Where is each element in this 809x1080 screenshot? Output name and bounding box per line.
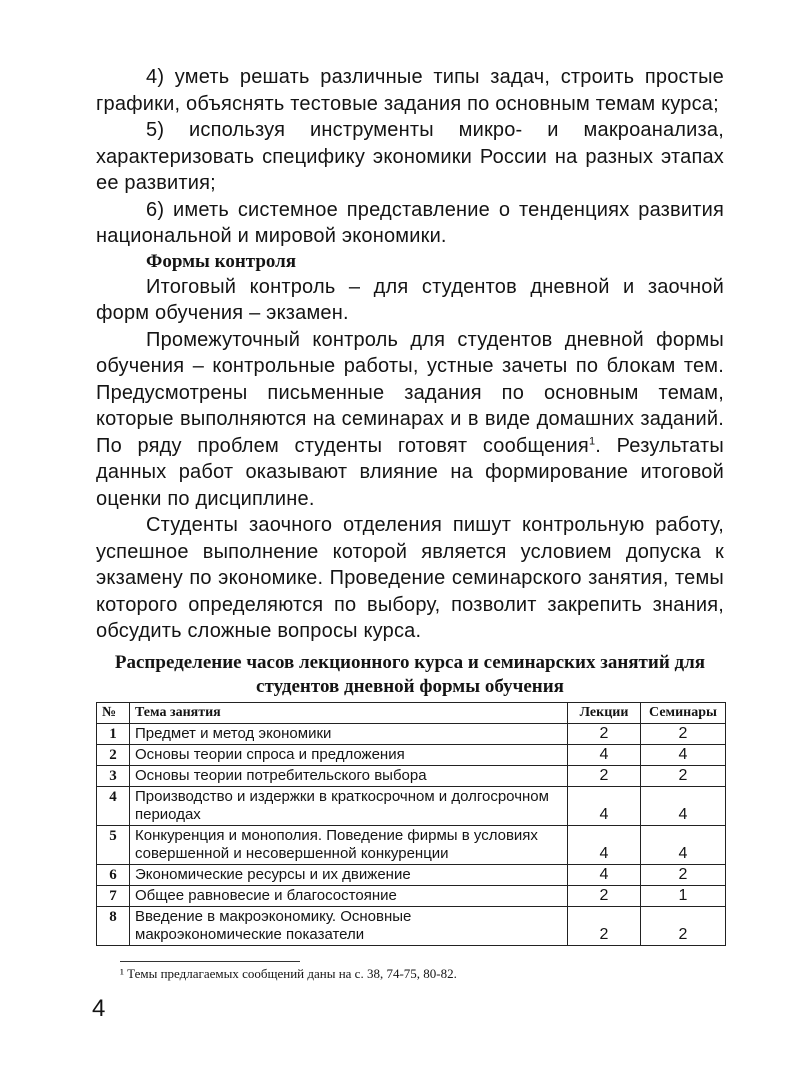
row-lectures: 2 [568, 885, 641, 906]
footnote-divider [120, 961, 300, 962]
row-lectures: 4 [568, 744, 641, 765]
control-heading: Формы контроля [146, 250, 297, 272]
intermediate-control-end: . Результаты данных работ оказывают влияние на формирование итоговой оценки по дисциплине. [96, 434, 724, 510]
row-topic: Конкуренция и монополия. Поведение фирмы в условиях совершенной и несовершенной конкуренции [130, 825, 568, 864]
row-topic: Введение в макроэкономику. Основные макроэкономические показатели [130, 906, 568, 945]
table-row [97, 744, 726, 765]
row-topic: Основы теории потребительского выбора [130, 765, 568, 786]
paragraph-item-6: 6) иметь системное представление о тенденциях развития национальной и мировой экономики. [96, 198, 724, 247]
row-lectures: 2 [568, 765, 641, 786]
table-row [97, 825, 726, 864]
page-body [96, 64, 724, 946]
row-seminars: 4 [641, 744, 726, 765]
table-caption: Распределение часов лекционного курса и семинарских занятий для студентов дневной формы обучения [114, 651, 706, 697]
row-number: 7 [97, 885, 130, 906]
header-number: № [97, 702, 130, 723]
row-number: 4 [97, 786, 130, 825]
intermediate-control-text: Промежуточный контроль для студентов дневной формы обучения – контрольные работы, устные зачеты по блокам тем. Предусмотрены письменные задания по основным темам, которые выполняются на семинарах и в виде домашних заданий. По ряду проблем студенты готовят сообщения [96, 328, 724, 457]
row-lectures: 4 [568, 786, 641, 825]
footnote-mark: 1 [588, 434, 596, 447]
row-topic: Основы теории спроса и предложения [130, 744, 568, 765]
table-header-row [97, 702, 726, 723]
row-topic: Предмет и метод экономики [130, 723, 568, 744]
row-seminars: 4 [641, 786, 726, 825]
row-lectures: 2 [568, 723, 641, 744]
table-row [97, 786, 726, 825]
paragraph-item-5: 5) используя инструменты микро- и макроанализа, характеризовать специфику экономики России на разных этапах ее развития; [96, 119, 724, 194]
row-seminars: 2 [641, 864, 726, 885]
row-seminars: 4 [641, 825, 726, 864]
row-lectures: 4 [568, 825, 641, 864]
header-seminars: Семинары [641, 702, 726, 723]
header-lectures: Лекции [568, 702, 641, 723]
row-topic: Экономические ресурсы и их движение [130, 864, 568, 885]
final-control-paragraph: Итоговый контроль – для студентов дневной и заочной форм обучения – экзамен. [96, 275, 724, 324]
paragraph-item-4: 4) уметь решать различные типы задач, строить простые графики, объяснять тестовые задания по основным темам курса; [96, 66, 724, 115]
footnote: ¹ Темы предлагаемых сообщений даны на с. 38, 74-75, 80-82. [120, 966, 457, 981]
row-lectures: 2 [568, 906, 641, 945]
hours-table [96, 702, 726, 946]
header-topic: Тема занятия [130, 702, 568, 723]
table-row [97, 906, 726, 945]
row-number: 6 [97, 864, 130, 885]
row-topic: Производство и издержки в краткосрочном и долгосрочном периодах [130, 786, 568, 825]
row-lectures: 4 [568, 864, 641, 885]
table-row [97, 885, 726, 906]
page-number: 4 [92, 995, 106, 1022]
row-seminars: 2 [641, 906, 726, 945]
table-row [97, 765, 726, 786]
table-body [97, 723, 726, 945]
table-row [97, 723, 726, 744]
row-seminars: 2 [641, 723, 726, 744]
row-number: 5 [97, 825, 130, 864]
correspondence-paragraph: Студенты заочного отделения пишут контрольную работу, успешное выполнение которой является условием допуска к экзамену по экономике. Проведение семинарского занятия, темы которого определяются по выбору, позволит закрепить знания, обсудить сложные вопросы курса. [96, 514, 724, 642]
row-number: 2 [97, 744, 130, 765]
table-row [97, 864, 726, 885]
row-topic: Общее равновесие и благосостояние [130, 885, 568, 906]
row-number: 1 [97, 723, 130, 744]
row-seminars: 1 [641, 885, 726, 906]
row-seminars: 2 [641, 765, 726, 786]
intermediate-control-paragraph [96, 327, 724, 513]
row-number: 3 [97, 765, 130, 786]
row-number: 8 [97, 906, 130, 945]
